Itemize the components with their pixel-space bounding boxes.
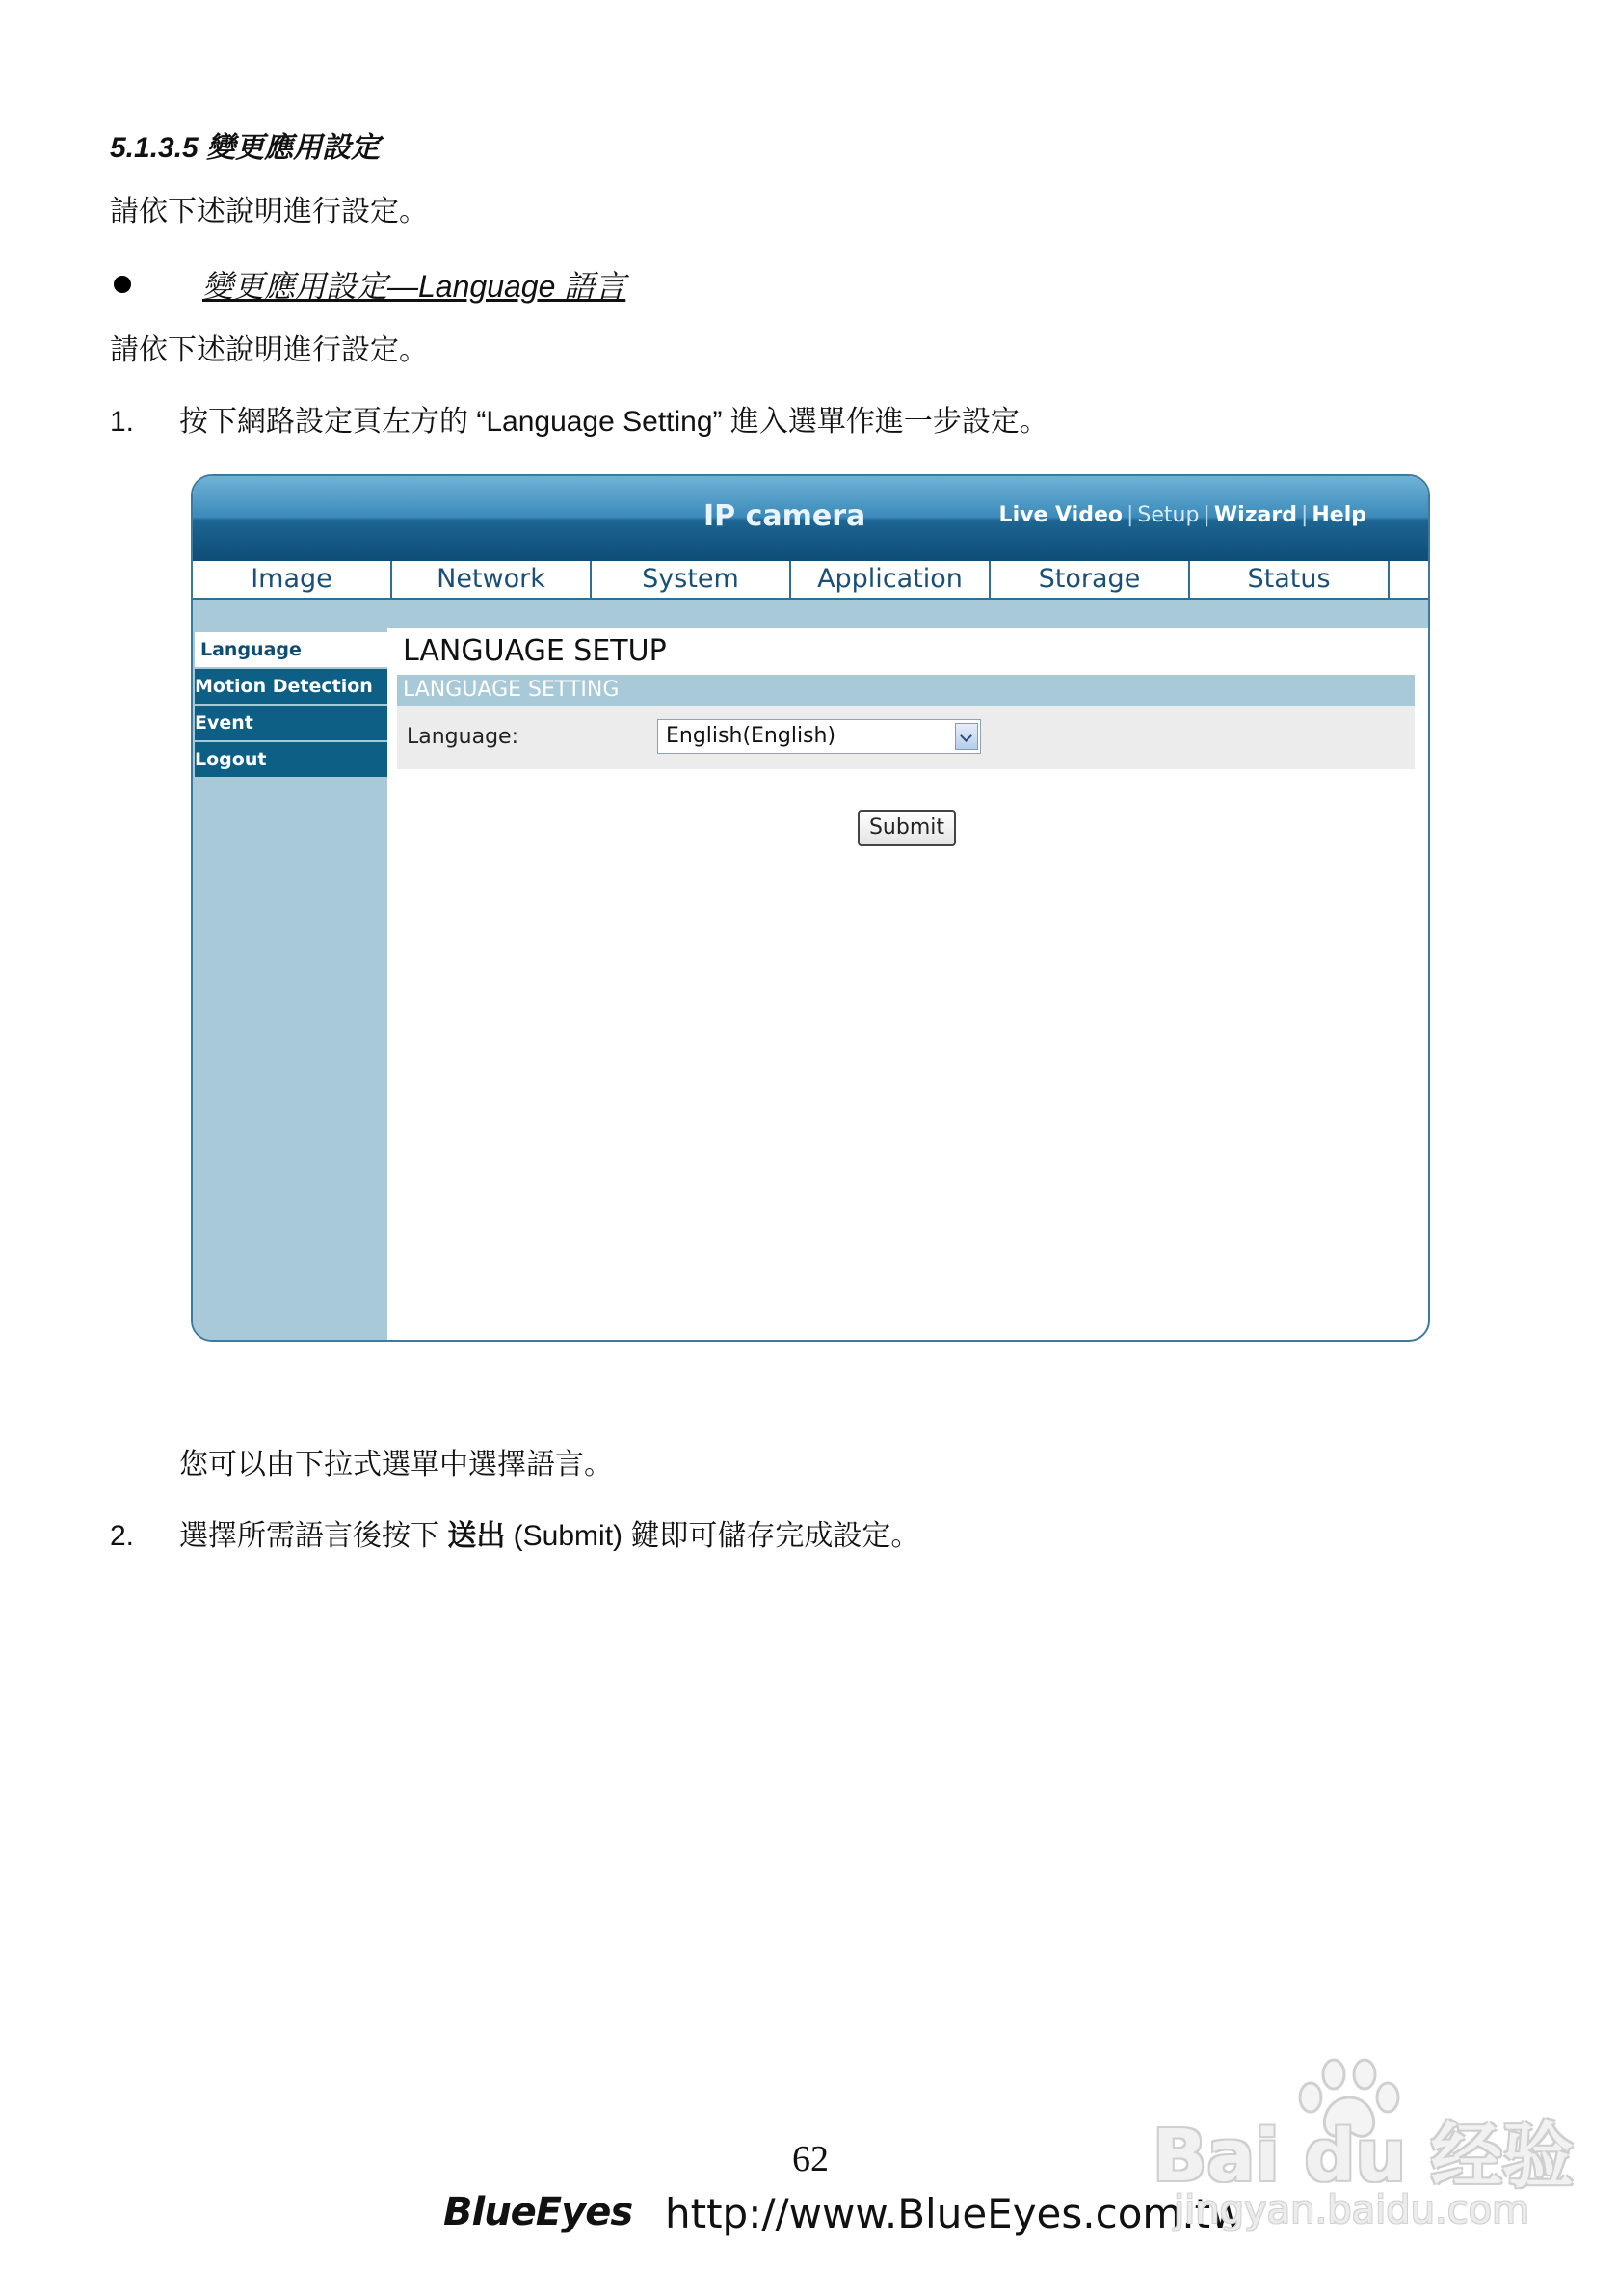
section-heading: 5.1.3.5 變更應用設定 [110, 132, 381, 164]
sidebar-item-language[interactable]: Language [195, 632, 393, 667]
language-setting-header: LANGUAGE SETTING [397, 675, 1415, 706]
setup-link[interactable]: Setup [1137, 503, 1200, 527]
camera-title: IP camera [703, 499, 866, 533]
chevron-down-icon[interactable] [955, 723, 978, 750]
sidebar-item-motion-detection[interactable]: Motion Detection [195, 669, 387, 704]
step-2-text [179, 1517, 919, 1556]
sidebar-item-event[interactable]: Event [195, 706, 387, 740]
page-number: 62 [792, 2139, 829, 2179]
language-label: Language: [407, 725, 518, 749]
submit-button[interactable]: Submit [858, 810, 956, 846]
camera-header [193, 476, 1428, 561]
help-link[interactable]: Help [1312, 503, 1366, 527]
tab-storage[interactable]: Storage [991, 561, 1190, 598]
tab-status[interactable]: Status [1190, 561, 1390, 598]
language-select[interactable] [657, 719, 981, 754]
step-2-number: 2. [110, 1520, 135, 1552]
step-2-text-after: (Submit) 鍵即可儲存完成設定。 [505, 1520, 920, 1552]
wizard-link[interactable]: Wizard [1213, 503, 1297, 527]
language-select-value: English(English) [666, 724, 836, 748]
sidebar-item-logout[interactable]: Logout [195, 742, 387, 777]
camera-sidebar [193, 628, 387, 1340]
language-setup-title: LANGUAGE SETUP [403, 634, 667, 668]
tab-underband [193, 600, 1428, 628]
watermark-url: jingyan.baidu.com [1174, 2188, 1530, 2232]
tab-image[interactable]: Image [193, 561, 392, 598]
bullet-dot-icon [114, 276, 131, 293]
tab-application[interactable]: Application [791, 561, 991, 598]
step-1-number: 1. [110, 406, 135, 438]
live-video-link[interactable]: Live Video [998, 503, 1123, 527]
note-text: 您可以由下拉式選單中選擇語言。 [179, 1449, 613, 1481]
intro-text-2: 請依下述說明進行設定。 [110, 334, 428, 366]
camera-ui-screenshot [191, 474, 1430, 1342]
tab-network[interactable]: Network [392, 561, 592, 598]
step-2-bold: 送出 [447, 1520, 506, 1552]
watermark-logo: Bai du 经验 [1153, 2115, 1574, 2198]
step-1-text: 按下網路設定頁左方的 “Language Setting” 進入選單作進一步設定。 [179, 406, 1048, 438]
step-2-text-before: 選擇所需語言後按下 [179, 1520, 448, 1552]
camera-tabs [193, 561, 1428, 600]
footer-url: http://www.BlueEyes.com.tw [665, 2190, 1244, 2237]
intro-text-1: 請依下述說明進行設定。 [110, 196, 428, 227]
brand-logo: BlueEyes [443, 2190, 633, 2234]
bullet-title: 變更應用設定—Language 語言 [202, 269, 626, 304]
header-links: Live Video | Setup | Wizard | Help [998, 503, 1366, 527]
tab-system[interactable]: System [592, 561, 791, 598]
